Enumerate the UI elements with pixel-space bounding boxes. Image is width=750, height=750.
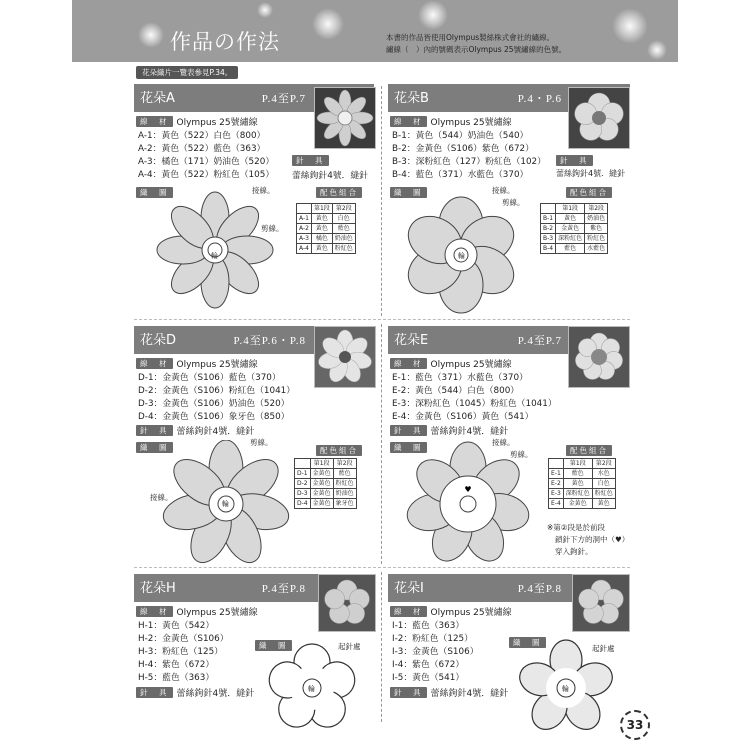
flower-b-yarn: B-4：藍色（371）水藍色（370） xyxy=(392,170,529,180)
flower-i-yarn: I-5：黃色（541） xyxy=(392,673,465,683)
flower-e-pages: P.4至P.7 xyxy=(517,335,562,347)
flower-e-note: 穿入鉤針。 xyxy=(555,547,593,556)
flower-h-yarn: H-5：藍色（363） xyxy=(138,673,215,683)
flower-a-yarn: A-4：黃色（522）粉紅色（105） xyxy=(138,170,275,180)
reference-tag: 花朵織片一覽表參見P.34。 xyxy=(136,66,238,79)
flower-h-photo xyxy=(318,574,376,632)
flower-b-name: 花朵B xyxy=(394,91,429,106)
flower-d-material: 線 材 Olympus 25號繡線 xyxy=(136,357,258,370)
column-divider xyxy=(381,86,382,316)
flower-e-combo-table: 第1段 第2段 E-1 藍色 水色 E-2 黃色 白色 E-3 深粉紅色 粉紅色 E-4 金黃色 黃色 xyxy=(548,458,616,509)
flower-e-note: 鎖針下方的洞中（♥） xyxy=(555,535,630,544)
flower-b-combo-table: 第1段 第2段 B-1 黃色 奶油色 B-2 金黃色 紫色 B-3 深粉紅色 粉紅色 B-4 藍色 水藍色 xyxy=(540,203,608,254)
edge-label: 接線。 xyxy=(252,186,275,195)
flower-h-pages: P.4至P.8 xyxy=(261,583,306,595)
flower-h-name: 花朵H xyxy=(140,581,176,596)
flower-h-yarn: H-3：粉紅色（125） xyxy=(138,647,223,657)
flower-e-needle-row: 針 具 蕾絲鉤針4號．縫針 xyxy=(390,424,508,437)
header-note-line2: 繡線（ ）內的號碼表示Olympus 25號繡線的色號。 xyxy=(386,45,567,54)
flower-e-material: 線 材 Olympus 25號繡線 xyxy=(390,357,512,370)
flower-e-yarn: E-3：深粉紅色（1045）粉紅色（1041） xyxy=(392,399,557,409)
flower-a-name: 花朵A xyxy=(140,91,175,106)
combo-tag: 配色組合 xyxy=(316,187,362,198)
flower-b-yarn: B-3：深粉紅色（127）粉紅色（102） xyxy=(392,157,546,167)
center-label: 輪 xyxy=(211,252,218,260)
material-tag: 線 材 xyxy=(136,116,173,127)
center-label: 輪 xyxy=(308,685,315,693)
diagram-tag: 織 圖 xyxy=(255,640,292,651)
center-label: 輪 xyxy=(222,500,229,508)
flower-b-yarn: B-1：黃色（544）奶油色（540） xyxy=(392,131,529,141)
diagram-tag: 織 圖 xyxy=(136,442,173,453)
flower-e-note: ※第②段是於前段 xyxy=(547,523,606,532)
flower-a-yarn: A-3：橘色（171）奶油色（520） xyxy=(138,157,275,167)
flower-i-yarn: I-4：紫色（672） xyxy=(392,660,465,670)
flower-e-yarn: E-1：藍色（371）水藍色（370） xyxy=(392,373,528,383)
diagram-tag: 織 圖 xyxy=(390,442,427,453)
edge-label: 接線。 xyxy=(492,438,515,447)
flower-h-yarn: H-4：紫色（672） xyxy=(138,660,215,670)
combo-tag: 配色組合 xyxy=(316,445,362,456)
flower-a-material: 線 材 Olympus 25號繡線 xyxy=(136,115,258,128)
page-title: 作品の作法 xyxy=(170,30,280,54)
flower-d-needle-row: 針 具 蕾絲鉤針4號．縫針 xyxy=(136,424,254,437)
flower-a-diagram xyxy=(140,190,290,310)
flower-i-needle-row: 針 具 蕾絲鉤針4號．縫針 xyxy=(390,686,508,699)
flower-b-needle: 蕾絲鉤針4號．縫針 xyxy=(556,169,626,178)
flower-a-photo xyxy=(314,87,376,149)
svg-text:♥: ♥ xyxy=(464,485,472,494)
flower-a-pages: P.4至P.7 xyxy=(261,93,306,105)
diagram-tag: 織 圖 xyxy=(136,187,173,198)
cut-label: 剪線。 xyxy=(510,450,533,459)
flower-i-yarn: I-1：藍色（363） xyxy=(392,621,465,631)
flower-a-needle: 蕾絲鉤針4號．縫針 xyxy=(292,171,368,181)
page-number: 33 xyxy=(620,710,650,740)
flower-d-yarn: D-2：金黃色（S106）粉紅色（1041） xyxy=(138,386,296,396)
column-divider xyxy=(381,324,382,564)
center-label: 輪 xyxy=(458,252,465,260)
flower-d-combo-table: 第1段 第2段 D-1 金黃色 藍色 D-2 金黃色 粉紅色 D-3 金黃色 奶油色 D-4 金黃色 象牙色 xyxy=(294,458,357,509)
flower-d-pages: P.4至P.6・P.8 xyxy=(233,335,306,347)
flower-i-yarn: I-3：金黃色（S106） xyxy=(392,647,479,657)
flower-h-material: 線 材 Olympus 25號繡線 xyxy=(136,605,258,618)
flower-h-yarn: H-2：金黃色（S106） xyxy=(138,634,229,644)
page-header-banner xyxy=(72,0,678,62)
flower-b-material: 線 材 Olympus 25號繡線 xyxy=(390,115,512,128)
combo-tag: 配色組合 xyxy=(566,187,612,198)
needle-tag: 針 具 xyxy=(556,155,593,166)
flower-h-needle-row: 針 具 蕾絲鉤針4號．縫針 xyxy=(136,686,254,699)
start-label: 起針處 xyxy=(592,644,615,653)
flower-e-name: 花朵E xyxy=(394,333,429,348)
flower-d-yarn: D-1：金黃色（S106）藍色（370） xyxy=(138,373,281,383)
flower-e-yarn: E-2：黃色（544）白色（800） xyxy=(392,386,520,396)
cut-label: 剪線。 xyxy=(250,438,273,447)
flower-a-yarn: A-2：黃色（522）藍色（363） xyxy=(138,144,266,154)
flower-i-name: 花朵I xyxy=(394,581,424,596)
diagram-tag: 織 圖 xyxy=(509,637,546,648)
needle-tag: 針 具 xyxy=(292,155,329,166)
flower-i-pages: P.4至P.8 xyxy=(517,583,562,595)
flower-d-photo xyxy=(314,326,376,388)
row-divider xyxy=(134,319,630,320)
flower-d-yarn: D-4：金黃色（S106）象牙色（850） xyxy=(138,412,290,422)
flower-a-yarn: A-1：黃色（522）白色（800） xyxy=(138,131,266,141)
flower-i-material: 線 材 Olympus 25號繡線 xyxy=(390,605,512,618)
flower-b-pages: P.4・P.6 xyxy=(517,93,562,105)
center-label: 輪 xyxy=(562,685,569,693)
flower-i-photo xyxy=(572,574,630,632)
flower-d-name: 花朵D xyxy=(140,333,177,348)
flower-d-yarn: D-3：金黃色（S106）奶油色（520） xyxy=(138,399,290,409)
combo-tag: 配色組合 xyxy=(566,445,612,456)
header-note-line1: 本書的作品皆使用Olympus製絲株式會社的繡線。 xyxy=(386,33,555,42)
cut-label: 剪線。 xyxy=(502,198,525,207)
edge-label: 接線。 xyxy=(492,186,515,195)
cut-label: 剪線。 xyxy=(261,224,284,233)
flower-e-photo xyxy=(568,326,630,388)
flower-e-yarn: E-4：金黃色（S106）黃色（541） xyxy=(392,412,534,422)
column-divider xyxy=(381,572,382,722)
flower-i-yarn: I-2：粉紅色（125） xyxy=(392,634,473,644)
diagram-tag: 織 圖 xyxy=(390,187,427,198)
flower-a-combo-table: 第1段 第2段 A-1 黃色 白色 A-2 黃色 藍色 A-3 橘色 奶油色 A-4 黃色 粉紅色 xyxy=(296,203,356,254)
flower-h-yarn: H-1：黃色（542） xyxy=(138,621,215,631)
flower-b-photo xyxy=(568,87,630,149)
start-label: 起針處 xyxy=(338,642,361,651)
edge-label: 接線。 xyxy=(150,493,173,502)
flower-b-yarn: B-2：金黃色（S106）紫色（672） xyxy=(392,144,534,154)
